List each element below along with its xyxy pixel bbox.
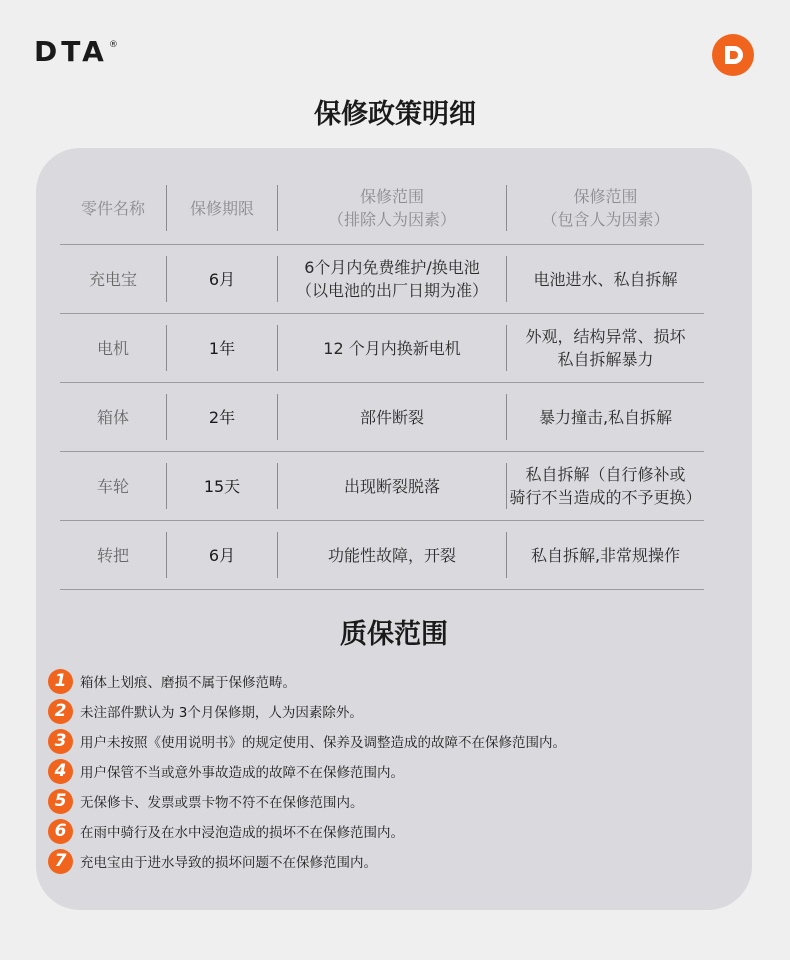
coverage-cell: 功能性故障，开裂 [277, 532, 506, 578]
part-name: 充电宝 [88, 269, 137, 289]
term-text: 未注部件默认为 3个月保修期，人为因素除外。 [80, 705, 363, 721]
excluded-cell: 私自拆解（自行修补或 骑行不当造成的不予更换） [506, 463, 704, 509]
excluded-cell: 电池进水、私自拆解 [506, 256, 704, 302]
warranty-period: 6月 [166, 532, 277, 578]
coverage-cell: 出现断裂脱落 [277, 463, 506, 509]
term-text: 用户未按照《使用说明书》的规定使用、保养及调整造成的故障不在保修范围内。 [80, 735, 566, 751]
number-badge: 2 [48, 699, 73, 724]
dta-logo [34, 35, 118, 68]
coverage-cell: 6个月内免费维护/换电池 （以电池的出厂日期为准） [277, 256, 506, 302]
table-row [60, 314, 704, 383]
number-badge: 4 [48, 759, 73, 784]
table-row [60, 383, 704, 452]
list-item [48, 786, 738, 816]
part-name: 箱体 [96, 407, 129, 427]
registered-mark: ® [108, 40, 118, 50]
excluded-cell: 私自拆解,非常规操作 [506, 532, 704, 578]
warranty-terms-list [48, 666, 738, 876]
warranty-scope-title: 质保范围 [340, 619, 448, 650]
part-name: 电机 [96, 338, 129, 358]
term-text: 无保修卡、发票或票卡物不符不在保修范围内。 [80, 795, 364, 811]
warranty-table [60, 172, 704, 590]
list-item [48, 726, 738, 756]
header-scope-included: 保修范围 （包含人为因素） [506, 185, 704, 231]
list-item [48, 666, 738, 696]
list-item [48, 696, 738, 726]
number-badge: 7 [48, 849, 73, 874]
header-part-name: 零件名称 [80, 198, 145, 218]
table-row [60, 245, 704, 314]
table-header-row [60, 172, 704, 245]
number-badge: 1 [48, 669, 73, 694]
coverage-cell: 部件断裂 [277, 394, 506, 440]
number-badge: 3 [48, 729, 73, 754]
number-badge: 6 [48, 819, 73, 844]
warranty-period: 15天 [166, 463, 277, 509]
policy-card [36, 148, 752, 910]
term-text: 用户保管不当或意外事故造成的故障不在保修范围内。 [80, 765, 404, 781]
brand-d-icon [712, 34, 754, 76]
coverage-cell: 12 个月内换新电机 [277, 325, 506, 371]
warranty-period: 2年 [166, 394, 277, 440]
part-name: 转把 [96, 545, 129, 565]
list-item [48, 846, 738, 876]
part-name: 车轮 [96, 476, 129, 496]
excluded-cell: 外观，结构异常、损坏 私自拆解暴力 [506, 325, 704, 371]
excluded-cell: 暴力撞击,私自拆解 [506, 394, 704, 440]
logo-text: DTA [34, 35, 108, 68]
list-item [48, 756, 738, 786]
warranty-period: 6月 [166, 256, 277, 302]
list-item [48, 816, 738, 846]
table-row [60, 521, 704, 590]
page-title: 保修政策明细 [314, 99, 476, 130]
number-badge: 5 [48, 789, 73, 814]
header-warranty-period: 保修期限 [166, 185, 277, 231]
term-text: 充电宝由于进水导致的损坏问题不在保修范围内。 [80, 855, 377, 871]
term-text: 箱体上划痕、磨损不属于保修范畴。 [80, 675, 296, 691]
table-row [60, 452, 704, 521]
term-text: 在雨中骑行及在水中浸泡造成的损坏不在保修范围内。 [80, 825, 404, 841]
header-scope-excluded: 保修范围 （排除人为因素） [277, 185, 506, 231]
warranty-period: 1年 [166, 325, 277, 371]
